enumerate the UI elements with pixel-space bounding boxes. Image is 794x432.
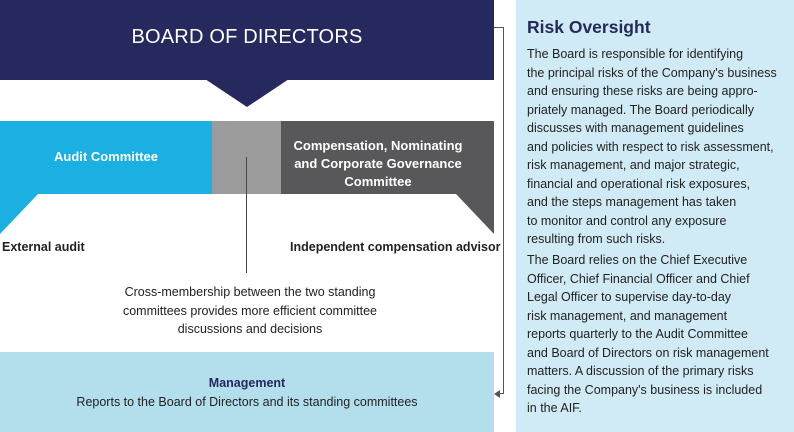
risk-line: to monitor and control any exposure: [527, 213, 727, 228]
cross-membership-connector: [246, 157, 247, 273]
management-description: Reports to the Board of Directors and its standing committees: [76, 395, 418, 409]
compensation-label-line: and Corporate Governance: [294, 156, 462, 171]
audit-committee-tail: [0, 194, 38, 234]
management-title: Management: [208, 376, 286, 390]
risk-paragraph-1: [527, 45, 789, 249]
arrow-left-icon: [494, 390, 500, 398]
board-down-arrow: [205, 79, 289, 107]
risk-oversight-title: Risk Oversight: [527, 17, 651, 37]
risk-line: discusses with management guidelines: [527, 121, 744, 135]
risk-line: resulting from such risks.: [527, 232, 666, 246]
risk-line: facing the Company's business is included: [527, 382, 763, 397]
risk-line: risk management, and major strategic,: [527, 158, 740, 172]
cross-note-line: committees provides more efficient committee: [122, 303, 378, 318]
reporting-connector-vertical: [503, 27, 504, 394]
risk-line: and Board of Directors on risk management: [527, 345, 769, 360]
risk-line: risk management, and management: [527, 308, 728, 323]
risk-line: Legal Officer to supervise day-to-day: [527, 290, 732, 304]
risk-line: priately managed. The Board periodically: [527, 102, 754, 117]
independent-advisor-label: Independent compensation advisor: [290, 240, 501, 254]
risk-line: in the AIF.: [527, 401, 582, 415]
cross-note-line: discussions and decisions: [177, 322, 323, 336]
risk-line: Officer, Chief Financial Officer and Chief: [527, 271, 750, 286]
cross-note-line: Cross-membership between the two standing: [124, 285, 376, 299]
risk-line: financial and operational risk exposures,: [527, 176, 751, 191]
cross-membership-note: [105, 283, 395, 339]
compensation-committee-label: [285, 137, 471, 191]
compensation-label-line: Compensation, Nominating: [293, 138, 463, 153]
risk-line: The Board relies on the Chief Executive: [527, 253, 748, 267]
management-box: [0, 352, 494, 432]
risk-paragraph-2: [527, 251, 789, 418]
risk-line: matters. A discussion of the primary risks: [527, 364, 754, 378]
risk-line: The Board is responsible for identifying: [527, 47, 744, 61]
audit-committee-label: Audit Committee: [54, 149, 158, 164]
risk-line: and the steps management has taken: [527, 195, 737, 209]
risk-line: reports quarterly to the Audit Committee: [527, 327, 748, 341]
risk-line: and policies with respect to risk assessment,: [527, 139, 774, 154]
board-title: BOARD OF DIRECTORS: [131, 26, 363, 48]
compensation-label-line: Committee: [344, 174, 412, 189]
risk-line: and ensuring these risks are being appro-: [527, 84, 758, 98]
risk-line: the principal risks of the Company's business: [527, 65, 777, 80]
compensation-committee-tail: [456, 194, 494, 234]
external-audit-label: External audit: [2, 240, 85, 254]
